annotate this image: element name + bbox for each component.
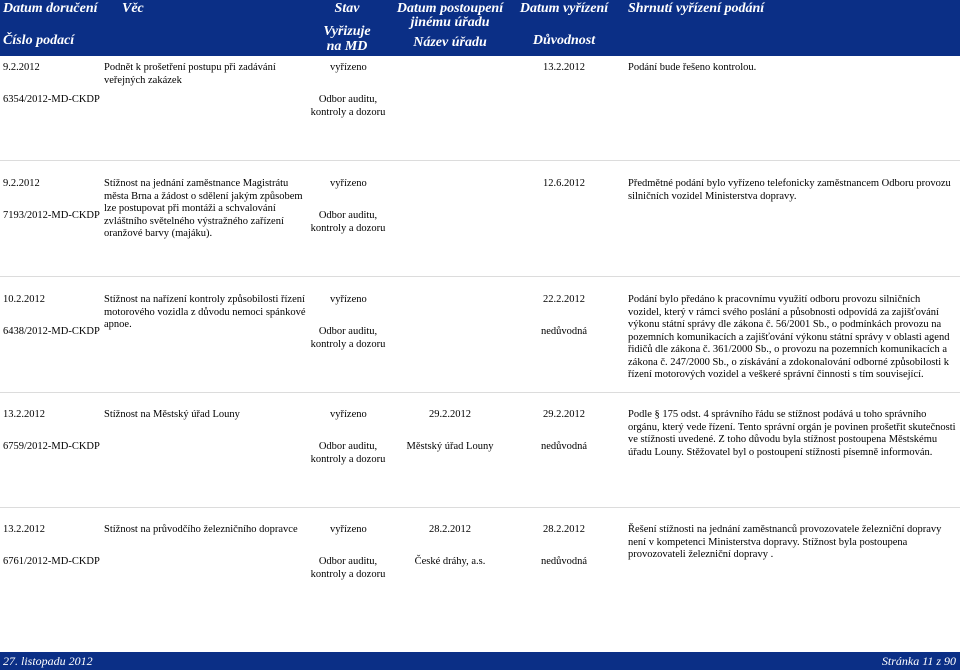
- header-cislo-podaci: Číslo podací: [3, 33, 75, 48]
- record-3-datum-doruceni: 10.2.2012: [3, 294, 45, 305]
- header-datum-postoupeni: Datum postoupení: [396, 1, 504, 16]
- footer-date: 27. listopadu 2012: [3, 654, 93, 668]
- record-4-nazev-uradu: Městský úřad Louny: [406, 441, 494, 452]
- record-1-datum-vyrizeni: 13.2.2012: [543, 62, 585, 73]
- record-5-vyrizuje: Odbor auditu, kontroly a dozoru: [310, 556, 386, 580]
- header-nazev-uradu: Název úřadu: [413, 35, 487, 50]
- record-1-vyrizuje: Odbor auditu, kontroly a dozoru: [310, 94, 386, 118]
- header-shrnuti: Shrnutí vyřízení podání: [628, 1, 765, 16]
- record-2-cislo-podaci: 7193/2012-MD-CKDP: [3, 210, 100, 221]
- record-4-datum-postoupeni: 29.2.2012: [429, 409, 471, 420]
- header-vec: Věc: [122, 1, 144, 16]
- record-4-vec: Stížnost na Městský úřad Louny: [104, 409, 240, 420]
- record-separator: [0, 276, 960, 277]
- record-3-vyrizuje: Odbor auditu, kontroly a dozoru: [310, 326, 386, 350]
- record-5-vec: Stížnost na průvodčího železničního dopravce: [104, 524, 298, 535]
- record-1-shrnuti: Podání bude řešeno kontrolou.: [628, 62, 757, 73]
- record-4-cislo-podaci: 6759/2012-MD-CKDP: [3, 441, 100, 452]
- record-2-vec: Stížnost na jednání zaměstnance Magistrátu města Brna a žádost o sdělení jakým způsobem lze postupovat při montáži a schvalování zvláštního světelného výstražného zařízení oranžové barvy (majáku).: [104, 178, 303, 239]
- record-3-cislo-podaci: 6438/2012-MD-CKDP: [3, 326, 100, 337]
- record-2-datum-doruceni: 9.2.2012: [3, 178, 40, 189]
- record-1-stav: vyřízeno: [330, 62, 367, 73]
- header-duvodnost: Důvodnost: [532, 33, 596, 48]
- record-2-stav: vyřízeno: [330, 178, 367, 189]
- header-datum-vyrizeni: Datum vyřízení: [519, 1, 609, 16]
- record-5-nazev-uradu: České dráhy, a.s.: [414, 556, 486, 567]
- record-3-stav: vyřízeno: [330, 294, 367, 305]
- record-4-datum-doruceni: 13.2.2012: [3, 409, 45, 420]
- record-5-duvodnost: nedůvodná: [540, 556, 588, 567]
- footer-page-number: Stránka 11 z 90: [881, 654, 956, 668]
- record-2-datum-vyrizeni: 12.6.2012: [543, 178, 585, 189]
- record-4-shrnuti: Podle § 175 odst. 4 správního řádu se stížnost podává u toho správního orgánu, který vede řízení. Tento správní orgán je povinen prošetřit skutečnosti ve stížnosti uvedené. Z toho důvodu byla stížnost postoupena Městskému úřadu Louny. Stěžovatel byl o postoupení stížnosti písemně informován.: [628, 409, 956, 458]
- header-jinemu-uradu: jinému úřadu: [410, 15, 490, 30]
- record-5-shrnuti: Řešení stížnosti na jednání zaměstnanců provozovatele železniční dopravy není v kompetenci Ministerstva dopravy. Stížnost byla postoupena provozovateli železniční dopravy .: [628, 524, 942, 560]
- record-5-datum-vyrizeni: 28.2.2012: [543, 524, 585, 535]
- record-4-vyrizuje: Odbor auditu, kontroly a dozoru: [310, 441, 386, 465]
- header-na-md: na MD: [326, 39, 368, 54]
- record-5-stav: vyřízeno: [330, 524, 367, 535]
- header-stav: Stav: [334, 1, 360, 16]
- record-4-stav: vyřízeno: [330, 409, 367, 420]
- record-separator: [0, 160, 960, 161]
- record-2-shrnuti: Předmětné podání bylo vyřízeno telefonicky zaměstnancem Odboru provozu silničních vozidel Ministerstva dopravy.: [628, 178, 951, 202]
- record-separator: [0, 507, 960, 508]
- record-3-shrnuti: Podání bylo předáno k pracovnímu využití odboru provozu silničních vozidel, který v rámci svého poslání a působnosti odpovídá za zajišťování výkonu státní správy dle zákona č. 56/2001 Sb., o podmínkách provozu na pozemních komunikacích a zajišťování výkonu státní správy v oblasti agend řidičů dle zákona č. 361/2000 Sb., o provozu na pozemních komunikacích a zákona č. 247/2000 Sb., o získávání a zdokonalování odborné způsobilosti k řízení motorových vozidel a veškeré správní činnosti s tím související.: [628, 294, 950, 380]
- header-vyrizuje: Vyřizuje: [323, 24, 371, 39]
- record-separator: [0, 392, 960, 393]
- page-footer: [0, 652, 960, 670]
- record-4-datum-vyrizeni: 29.2.2012: [543, 409, 585, 420]
- record-3-vec: Stížnost na nařízení kontroly způsobilosti řízení motorového vozidla z důvodu nemoci spánkové apnoe.: [104, 294, 306, 330]
- record-4-duvodnost: nedůvodná: [540, 441, 588, 452]
- record-1-vec: Podnět k prošetření postupu při zadávání veřejných zakázek: [104, 62, 276, 86]
- record-5-cislo-podaci: 6761/2012-MD-CKDP: [3, 556, 100, 567]
- record-1-cislo-podaci: 6354/2012-MD-CKDP: [3, 94, 100, 105]
- record-5-datum-postoupeni: 28.2.2012: [429, 524, 471, 535]
- record-3-duvodnost: nedůvodná: [540, 326, 588, 337]
- record-1-datum-doruceni: 9.2.2012: [3, 62, 40, 73]
- record-2-vyrizuje: Odbor auditu, kontroly a dozoru: [310, 210, 386, 234]
- record-3-datum-vyrizeni: 22.2.2012: [543, 294, 585, 305]
- header-datum-doruceni: Datum doručení: [3, 1, 98, 16]
- record-5-datum-doruceni: 13.2.2012: [3, 524, 45, 535]
